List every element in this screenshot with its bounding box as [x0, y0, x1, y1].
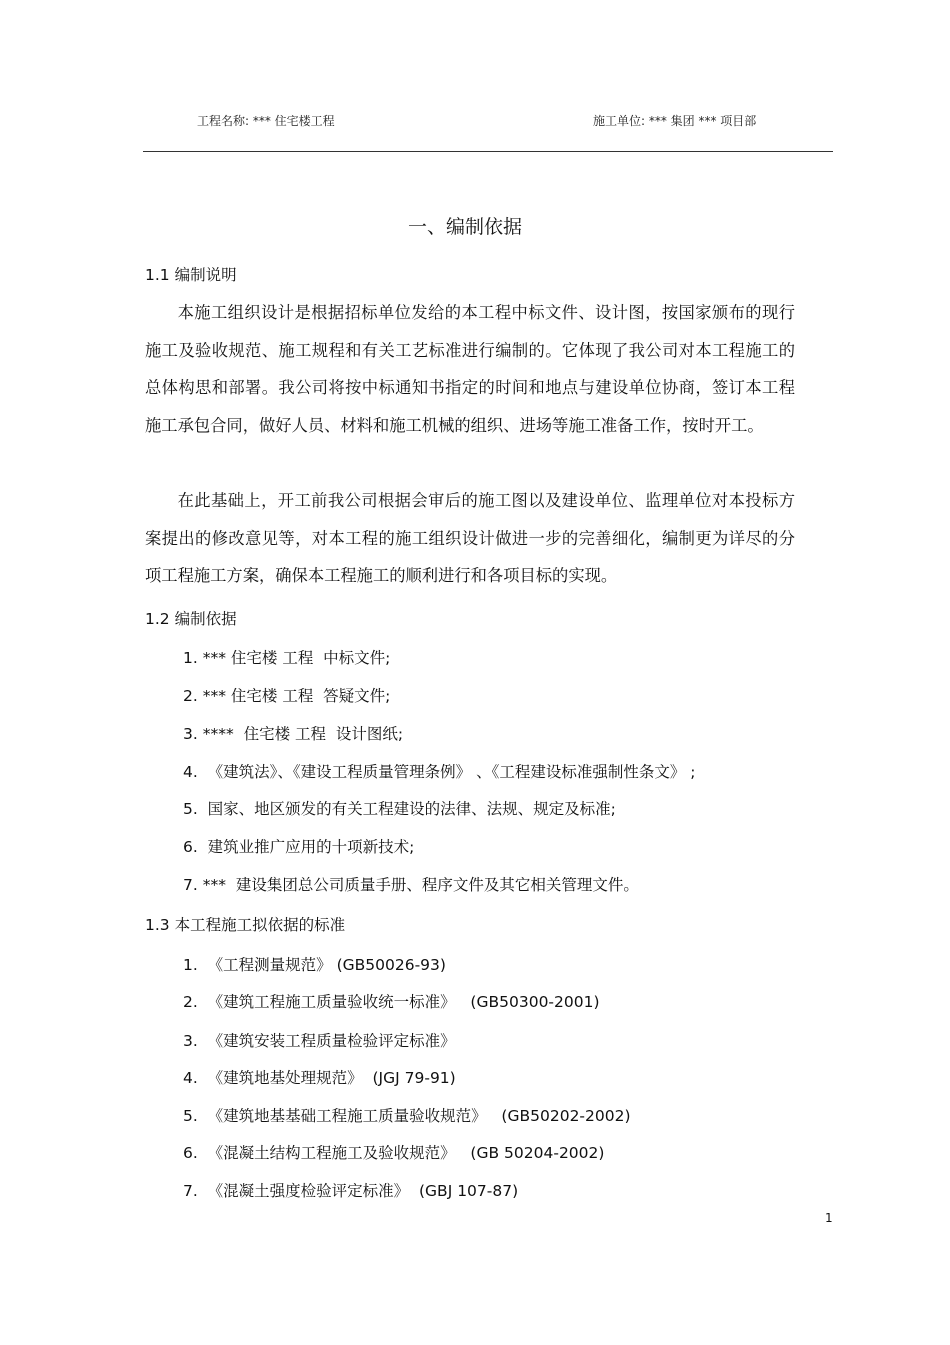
basis-item: 1. *** 住宅楼 工程 中标文件; [183, 649, 391, 667]
standard-item: 2. 《建筑工程施工质量验收统一标准》 (GB50300-2001) [183, 993, 600, 1011]
standard-item: 3. 《建筑安装工程质量检验评定标准》 [183, 1032, 456, 1050]
basis-item: 6. 建筑业推广应用的十项新技术; [183, 838, 415, 856]
basis-item: 2. *** 住宅楼 工程 答疑文件; [183, 687, 391, 705]
standard-item: 7. 《混凝土强度检验评定标准》 (GBJ 107-87) [183, 1182, 519, 1200]
page-number: 1 [825, 1211, 833, 1225]
paragraph-1: 本施工组织设计是根据招标单位发给的本工程中标文件、设计图，按国家颁布的现行施工及验收规范、施工规程和有关工艺标准进行编制的。它体现了我公司对本工程施工的总体构思和部署。我公司将按中标通知书指定的时间和地点与建设单位协商，签订本工程施工承包合同，做好人员、材料和施工机械的组织、进场等施工准备工作，按时开工。 [145, 303, 795, 435]
basis-item: 4. 《建筑法》、《建设工程质量管理条例》 、《工程建设标准强制性条文》 ; [183, 763, 696, 781]
basis-item: 7. *** 建设集团总公司质量手册、程序文件及其它相关管理文件。 [183, 876, 639, 894]
header-contractor: 施工单位: *** 集团 *** 项目部 [593, 114, 757, 128]
basis-item: 5. 国家、地区颁发的有关工程建设的法律、法规、规定及标准; [183, 800, 616, 818]
header-rule [143, 151, 833, 152]
standard-item: 6. 《混凝土结构工程施工及验收规范》 (GB 50204-2002) [183, 1144, 605, 1162]
paragraph-2: 在此基础上，开工前我公司根据会审后的施工图以及建设单位、监理单位对本投标方案提出的修改意见等，对本工程的施工组织设计做进一步的完善细化，编制更为详尽的分项工程施工方案，确保本工程施工的顺利进行和各项目标的实现。 [145, 491, 795, 585]
standard-item: 5. 《建筑地基基础工程施工质量验收规范》 (GB50202-2002) [183, 1107, 631, 1125]
standard-item: 4. 《建筑地基处理规范》 (JGJ 79-91) [183, 1069, 456, 1087]
header-project-name: 工程名称: *** 住宅楼工程 [197, 114, 335, 128]
heading-1-1: 1.1 编制说明 [145, 266, 237, 284]
basis-item: 3. **** 住宅楼 工程 设计图纸; [183, 725, 404, 743]
standard-item: 1. 《工程测量规范》 (GB50026-93) [183, 956, 446, 974]
section-title: 一、编制依据 [407, 216, 522, 238]
heading-1-3: 1.3 本工程施工拟依据的标准 [145, 916, 346, 934]
heading-1-2: 1.2 编制依据 [145, 610, 237, 628]
